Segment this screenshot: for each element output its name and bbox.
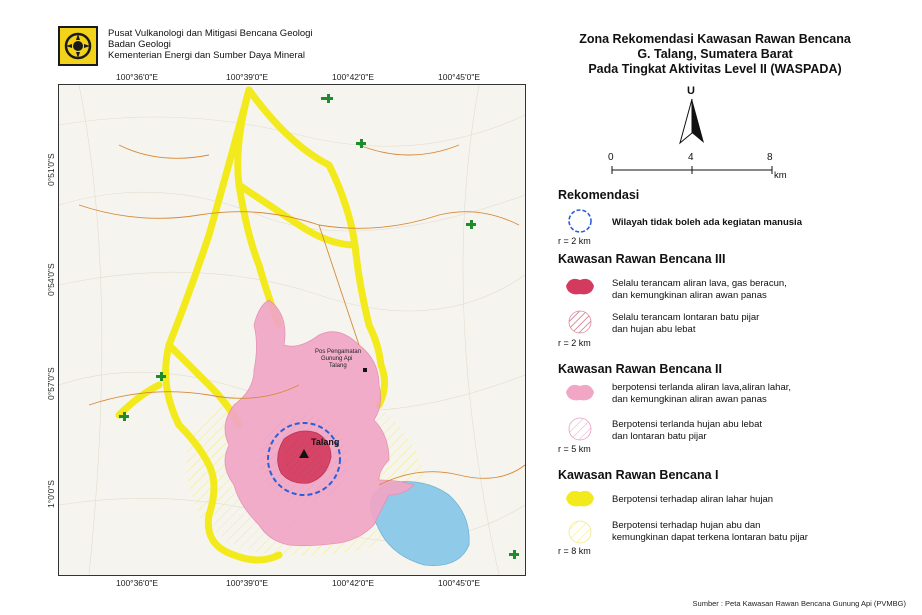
lon-label-top-1: 100°36'0"E [116,72,159,82]
scale-unit: km [774,170,787,181]
scale-bar [604,150,804,180]
lat-label-2: 0°54'0"S [46,263,56,296]
map-title [530,32,900,77]
legend-symbol-krb2-ash [560,416,600,442]
lon-label-bottom-2: 100°39'0"E [226,578,269,588]
legend-symbol-krb1-lahar [560,486,600,512]
legend-radius-restricted: r = 2 km [558,236,591,246]
legend-text-krb1-lahar: Berpotensi terhadap aliran lahar hujan [612,494,774,505]
source-credit: Sumber : Peta Kawasan Rawan Bencana Gunung Api (PVMBG) [692,599,906,608]
north-label: U [687,85,695,97]
legend-heading-krb3: Kawasan Rawan Bencana III [558,252,726,266]
title-line-3: Pada Tingkat Aktivitas Level II (WASPADA) [588,62,842,76]
hazard-map[interactable] [58,84,526,576]
legend-heading-krb1: Kawasan Rawan Bencana I [558,468,719,482]
legend-heading-krb2: Kawasan Rawan Bencana II [558,362,722,376]
scale-tick-0: 0 [608,152,614,163]
scale-tick-8: 8 [767,152,773,163]
north-arrow-icon [672,97,712,147]
legend-text-krb2-flow: berpotensi terlanda aliran lava,aliran lahar, dan kemungkinan aliran awan panas [612,382,792,405]
legend-text-krb2-ash: Berpotensi terlanda hujan abu lebat dan lontaran batu pijar [612,419,763,442]
legend-text-restricted: Wilayah tidak boleh ada kegiatan manusia [612,217,802,228]
institution-header [58,22,358,64]
title-line-1: Zona Rekomendasi Kawasan Rawan Bencana [579,32,851,46]
org-line-1: Pusat Vulkanologi dan Mitigasi Bencana Geologi [108,28,313,39]
lon-label-top-4: 100°45'0"E [438,72,481,82]
legend-text-krb1-ash: Berpotensi terhadap hujan abu dan kemungkinan dapat terkena lontaran batu pijar [612,520,808,543]
legend-symbol-krb3-ash [560,309,600,335]
institution-name [108,28,313,61]
lon-label-bottom-1: 100°36'0"E [116,578,159,588]
map-canvas [59,85,525,575]
legend-symbol-krb2-flow [560,380,600,406]
org-line-3: Kementerian Energi dan Sumber Daya Mineral [108,50,305,61]
legend-text-krb3-lava: Selalu terancam aliran lava, gas beracun, dan kemungkinan aliran awan panas [612,278,787,301]
legend-text-krb3-ash: Selalu terancam lontaran batu pijar dan hujan abu lebat [612,312,760,335]
esdm-logo-icon [58,26,98,66]
volcano-label: Talang [311,437,340,447]
legend-symbol-restricted [560,208,600,234]
lat-label-3: 0°57'0"S [46,367,56,400]
lon-label-bottom-3: 100°42'0"E [332,578,375,588]
legend-radius-krb2: r = 5 km [558,444,591,454]
legend-symbol-krb3-lava [560,274,600,300]
legend-heading-rekomendasi: Rekomendasi [558,188,640,202]
org-line-2: Badan Geologi [108,39,171,50]
lon-label-top-3: 100°42'0"E [332,72,375,82]
scale-tick-4: 4 [688,152,694,163]
north-arrow [672,85,712,147]
lat-label-1: 0°51'0"S [46,153,56,186]
title-line-2: G. Talang, Sumatera Barat [637,47,793,61]
legend-radius-krb1: r = 8 km [558,546,591,556]
observation-post-icon [363,368,367,372]
legend-symbol-krb1-ash [560,519,600,545]
lon-label-top-2: 100°39'0"E [226,72,269,82]
lon-label-bottom-4: 100°45'0"E [438,578,481,588]
legend-radius-krb3: r = 2 km [558,338,591,348]
observation-post-label: Pos Pengamatan Gunung Api Talang [315,349,362,369]
lat-label-4: 1°0'0"S [46,480,56,508]
